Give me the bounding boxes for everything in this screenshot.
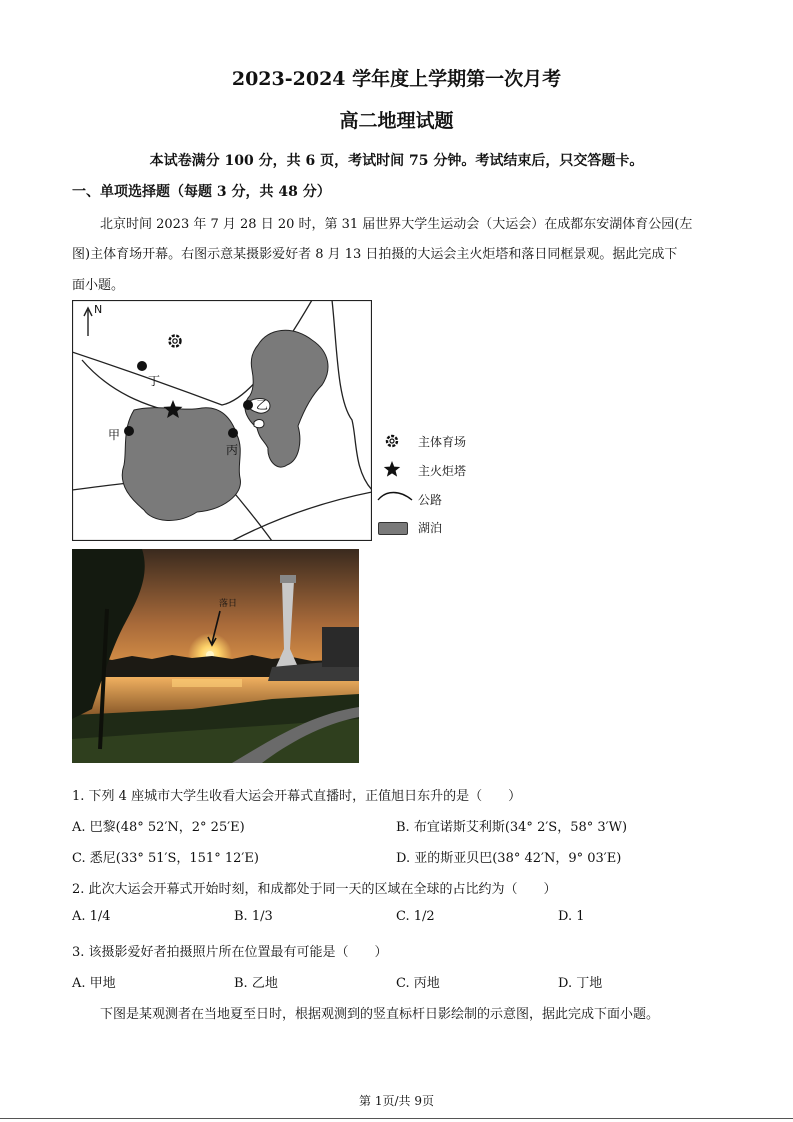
intro-line-1: 北京时间 2023 年 7 月 28 日 20 时，第 31 届世界大学生运动会（大运会）在成都东安湖体育公园(左 [100,217,693,232]
legend-road-icon [376,488,414,506]
legend-torch-label: 主火炬塔 [418,464,467,478]
place-ding-label: 丁 [148,374,161,388]
question-3-stem: 3. 该摄影爱好者拍摄照片所在位置最有可能是（ ） [72,945,388,960]
intro-line-2: 图)主体育场开幕。右图示意某摄影爱好者 8 月 13 日拍摄的大运会主火炬塔和落日同框景观。据此完成下 [72,247,678,262]
legend-lake-label: 湖泊 [418,521,443,535]
legend-torch-icon [383,460,401,478]
question-1-option-c: C. 悉尼(33° 51′S，151° 12′E) [72,851,259,866]
question-1-stem: 1. 下列 4 座城市大学生收看大运会开幕式直播时，正值旭日东升的是（ ） [72,789,522,804]
exam-subtitle: 高二地理试题 [339,110,454,132]
sun-label: 落日 [219,599,238,609]
legend-stadium-label: 主体育场 [418,435,467,449]
question-3-option-d: D. 丁地 [558,976,603,991]
question-1-option-b: B. 布宜诺斯艾利斯(34° 2′S，58° 3′W) [396,820,628,835]
bottom-divider [0,1118,793,1119]
north-label: N [94,303,103,316]
place-bing-label: 丙 [226,443,239,457]
sunset-photo [72,549,359,763]
question-2-option-c: C. 1/2 [396,909,435,924]
question-2-stem: 2. 此次大运会开幕式开始时刻，和成都处于同一天的区域在全球的占比约为（ ） [72,882,557,897]
question-1-option-d: D. 亚的斯亚贝巴(38° 42′N，9° 03′E) [396,851,622,866]
exam-instructions: 本试卷满分 100 分，共 6 页，考试时间 75 分钟。考试结束后，只交答题卡。 [149,153,644,169]
section-heading: 一、单项选择题（每题 3 分，共 48 分） [72,184,331,200]
legend-lake-icon [378,522,408,535]
place-bing-dot [228,428,238,438]
map-legend [376,430,496,545]
legend-road-label: 公路 [418,493,443,507]
intro-line-3: 面小题。 [72,278,125,293]
place-yi-label: 乙 [256,398,269,412]
place-ding-dot [137,361,147,371]
exam-title: 2023-2024 学年度上学期第一次月考 [231,68,562,90]
question-3-option-b: B. 乙地 [234,976,278,991]
page-footer: 第 1页/共 9页 [359,1094,434,1108]
question-3-option-a: A. 甲地 [72,976,116,991]
closing-paragraph: 下图是某观测者在当地夏至日时，根据观测到的竖直标杆日影绘制的示意图，据此完成下面小题。 [100,1007,660,1022]
question-2-option-d: D. 1 [558,909,585,924]
question-1-option-a: A. 巴黎(48° 52′N，2° 25′E) [72,820,245,835]
question-2-option-a: A. 1/4 [72,909,111,924]
legend-stadium-icon [384,433,400,449]
question-3-option-c: C. 丙地 [396,976,440,991]
question-2-option-b: B. 1/3 [234,909,273,924]
main-lake [122,408,240,521]
place-yi-dot [243,400,253,410]
lake-park-map [72,300,372,541]
place-jia-label: 甲 [108,428,121,442]
place-jia-dot [124,426,134,436]
